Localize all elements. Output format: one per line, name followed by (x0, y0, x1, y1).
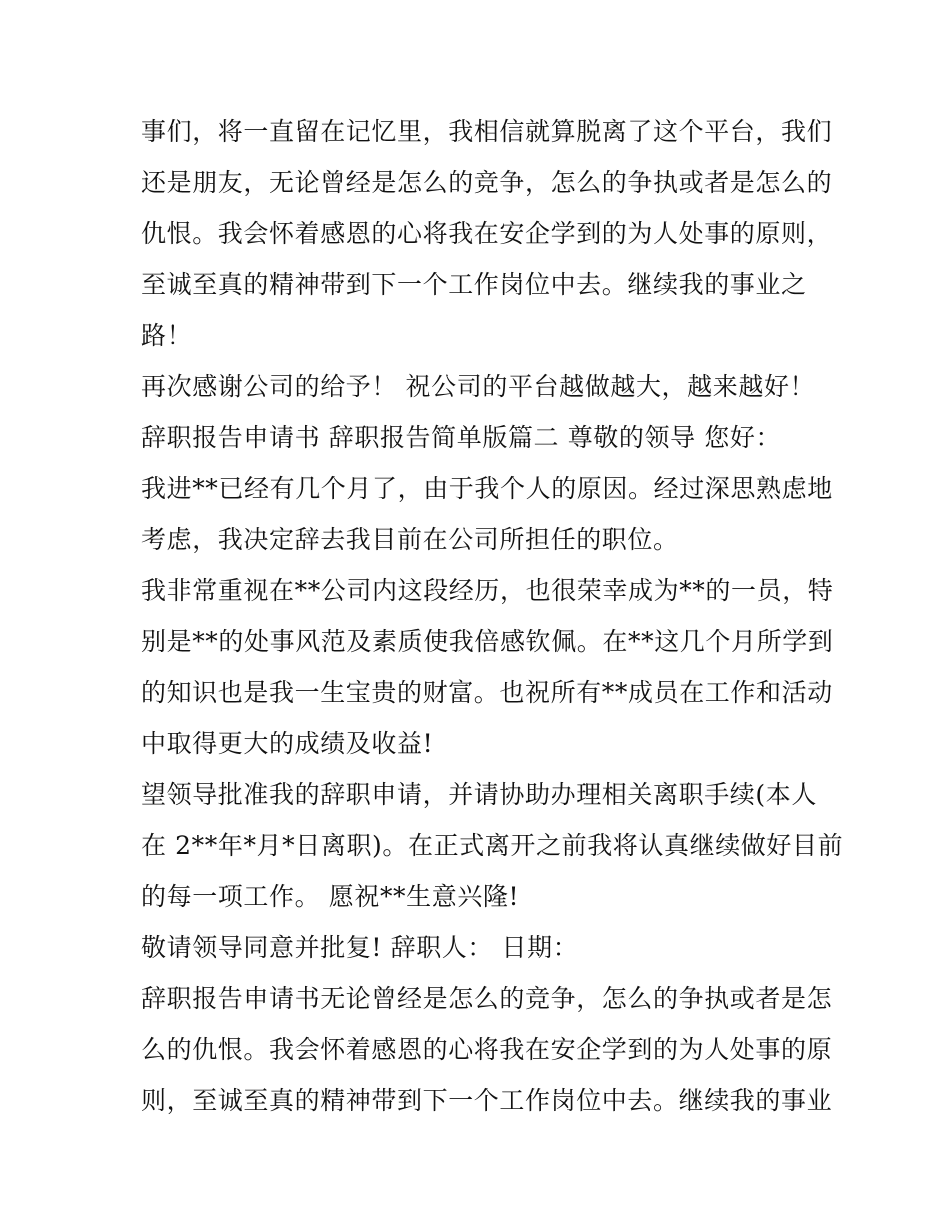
text-line: 我进**已经有几个月了，由于我个人的原因。经过深思熟虑地 (141, 474, 833, 503)
text-line: 中取得更大的成绩及收益! (141, 729, 434, 758)
text-line: 至诚至真的精神带到下一个工作岗位中去。继续我的事业之 (141, 270, 807, 299)
text-line: 还是朋友，无论曾经是怎么的竞争，怎么的争执或者是怎么的 (141, 168, 833, 197)
text-line: 考虑，我决定辞去我目前在公司所担任的职位。 (141, 525, 679, 554)
text-line: 辞职报告申请书 辞职报告简单版篇二 尊敬的领导 您好： (141, 423, 782, 452)
text-line: 的知识也是我一生宝贵的财富。也祝所有**成员在工作和活动 (141, 678, 833, 707)
text-line: 事们，将一直留在记忆里，我相信就算脱离了这个平台，我们 (141, 117, 833, 146)
text-line: 别是**的处事风范及素质使我倍感钦佩。在**这几个月所学到 (141, 627, 834, 656)
text-line: 我非常重视在**公司内这段经历，也很荣幸成为**的一员，特 (141, 576, 834, 605)
text-line: 辞职报告申请书无论曾经是怎么的竞争，怎么的争执或者是怎 (141, 984, 833, 1013)
text-line: 路！ (141, 321, 193, 350)
text-line: 再次感谢公司的给予！ 祝公司的平台越做越大，越来越好！ (141, 372, 816, 401)
text-line: 则，至诚至真的精神带到下一个工作岗位中去。继续我的事业 (141, 1086, 833, 1115)
text-line: 的每一项工作。 愿祝**生意兴隆! (141, 882, 520, 911)
text-line: 么的仇恨。我会怀着感恩的心将我在安企学到的为人处事的原 (141, 1035, 833, 1064)
document-body (141, 106, 844, 1126)
text-line: 敬请领导同意并批复! 辞职人： 日期： (141, 933, 579, 962)
text-line: 在 2**年*月*日离职)。在正式离开之前我将认真继续做好目前 (141, 831, 844, 860)
text-line: 望领导批准我的辞职申请，并请协助办理相关离职手续(本人 (141, 780, 817, 809)
text-line: 仇恨。我会怀着感恩的心将我在安企学到的为人处事的原则， (141, 219, 833, 248)
